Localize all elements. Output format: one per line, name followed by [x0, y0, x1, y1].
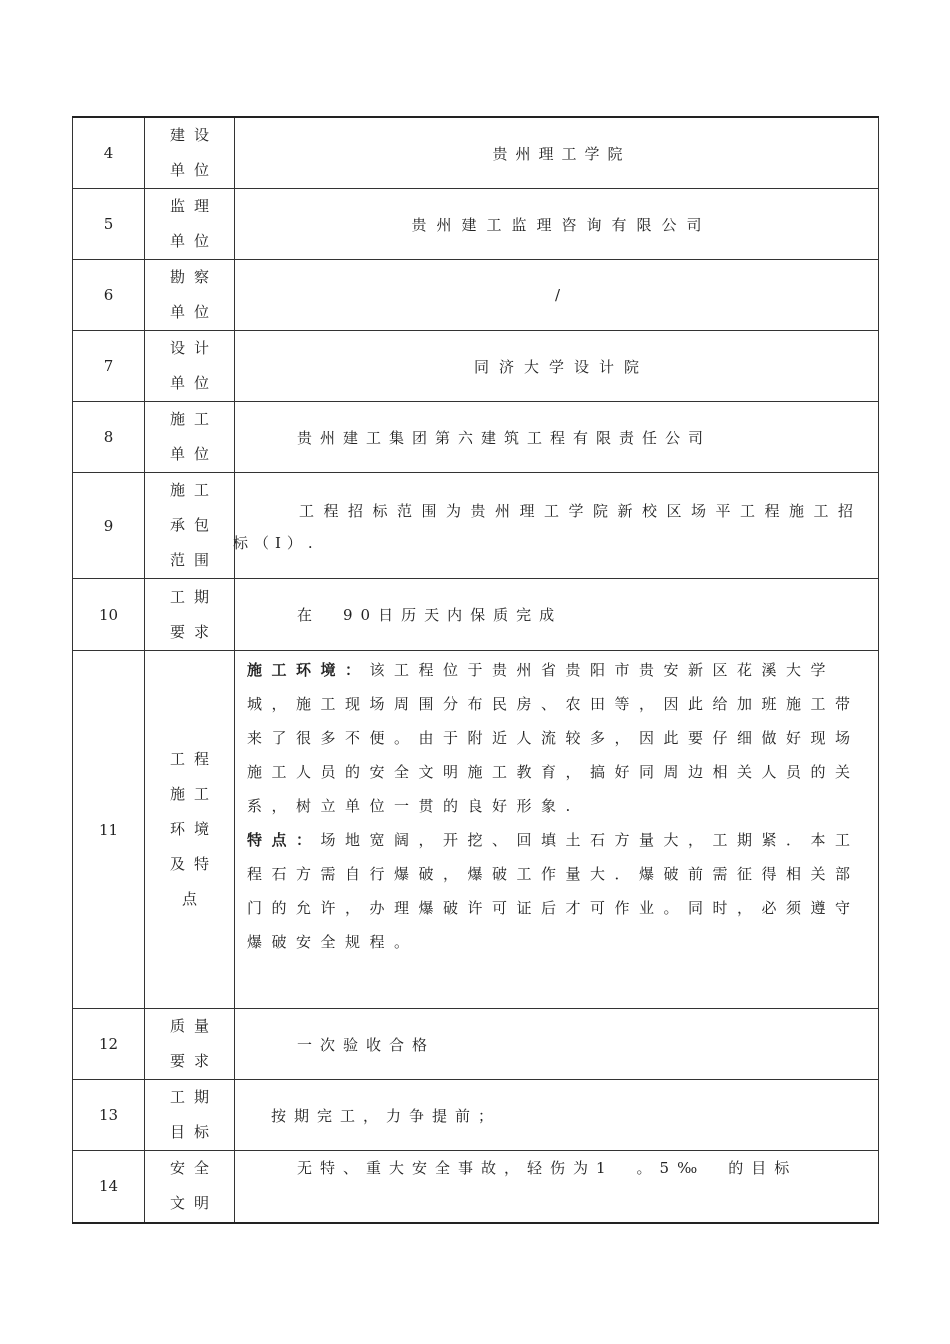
table-row: [73, 1080, 879, 1151]
row-label-line: 建设: [169, 126, 218, 144]
row-label-line: 单位: [169, 303, 218, 321]
row-label-line: 单位: [169, 232, 218, 250]
table-row: [73, 260, 879, 331]
row-value: [235, 1151, 879, 1223]
row-label-line: 监理: [169, 197, 218, 215]
features-title: 特点：: [247, 831, 321, 849]
row-label-line: 设计: [169, 339, 218, 357]
row-number: 7: [73, 331, 145, 402]
table-row: [73, 1009, 879, 1080]
row-label: [145, 473, 235, 579]
row-number: 13: [73, 1080, 145, 1151]
table-row: [73, 651, 879, 1009]
row-value: [235, 1080, 879, 1151]
row-label: [145, 1009, 235, 1080]
table-row: [73, 402, 879, 473]
table-row: [73, 1151, 879, 1223]
row-number: 12: [73, 1009, 145, 1080]
row-label: [145, 117, 235, 189]
row-number: 6: [73, 260, 145, 331]
row-number: 14: [73, 1151, 145, 1223]
row-label: [145, 189, 235, 260]
row-value: [235, 579, 879, 651]
scope-text-line1: 工程招标范围为贵州理工学院新校区场平工程施工招: [299, 501, 863, 520]
row-label: [145, 1151, 235, 1223]
row-label-line: 安全: [169, 1159, 218, 1178]
row-label: [145, 402, 235, 473]
row-value-text: 贵州建工集团第六建筑工程有限责任公司: [297, 428, 712, 447]
row-label-line: 施工: [169, 410, 218, 428]
row-number: 10: [73, 579, 145, 651]
row-label-line: 单位: [169, 161, 218, 179]
row-label-line: 勘察: [169, 268, 218, 286]
row-value: [235, 1009, 879, 1080]
row-value-text: 在 90日历天内保质完成: [297, 606, 563, 624]
row-label-line: 工程: [169, 750, 218, 768]
table-row: [73, 331, 879, 402]
row-value: 贵州理工学院: [235, 117, 879, 189]
row-label-line: 要求: [169, 622, 218, 641]
environment-text: 该工程位于贵州省贵阳市贵安新区花溪大学城，施工现场周围分布民房、农田等，因此给加班施工带来了很多不便。由于附近人流较多，因此要仔细做好现场施工人员的安全文明施工教育，搞好同周边相关人员的关系，树立单位一贯的良好形象.: [247, 661, 860, 815]
row-label-line: 文明: [169, 1194, 218, 1213]
row-label: [145, 651, 235, 1009]
row-label-line: 施工: [169, 785, 218, 803]
row-label-line: 工期: [169, 587, 218, 606]
row-number: 8: [73, 402, 145, 473]
project-info-table: [72, 116, 879, 1224]
row-number: 4: [73, 117, 145, 189]
scope-text-line2: 标（I）.: [233, 533, 319, 552]
row-label: [145, 331, 235, 402]
row-number: 5: [73, 189, 145, 260]
row-label-line: 范围: [169, 551, 218, 569]
row-label-line: 目标: [169, 1123, 218, 1141]
row-label-line: 单位: [169, 374, 218, 392]
row-label: [145, 260, 235, 331]
row-label-line: 工期: [169, 1088, 218, 1106]
row-number: 11: [73, 651, 145, 1009]
environment-title: 施工环境：: [247, 661, 370, 679]
row-label-line: 环境: [169, 820, 218, 838]
row-value-text: 按期完工，力争提前；: [271, 1106, 502, 1125]
table-row: [73, 117, 879, 189]
row-label-line: 承包: [169, 516, 218, 534]
row-label-line: 及特: [169, 855, 218, 873]
row-label-line: 要求: [169, 1052, 218, 1070]
row-number: 9: [73, 473, 145, 579]
row-value: [235, 402, 879, 473]
row-value: [235, 473, 879, 579]
environment-features: [235, 651, 879, 1009]
row-value: 贵州建工监理咨询有限公司: [235, 189, 879, 260]
row-label-line: 质量: [169, 1017, 218, 1035]
row-value: /: [235, 260, 879, 331]
row-label-line: 施工: [169, 481, 218, 499]
table-row: [73, 473, 879, 579]
row-label-line: 单位: [169, 445, 218, 463]
features-paragraph: [247, 823, 876, 959]
row-label: [145, 579, 235, 651]
row-label-line: 点: [181, 890, 206, 908]
environment-paragraph: [247, 653, 876, 823]
features-text: 场地宽阔，开挖、回填土石方量大，工期紧．本工程石方需自行爆破，爆破工作量大．爆破前需征得相关部门的允许，办理爆破许可证后才可作业。同时，必须遵守爆破安全规程。: [247, 831, 860, 951]
row-label: [145, 1080, 235, 1151]
table-row: [73, 579, 879, 651]
table-row: [73, 189, 879, 260]
row-value-text: 无特、重大安全事故，轻伤为1 。5‰ 的目标: [297, 1159, 798, 1177]
row-value-text: 一次验收合格: [297, 1035, 436, 1054]
row-value: 同济大学设计院: [235, 331, 879, 402]
